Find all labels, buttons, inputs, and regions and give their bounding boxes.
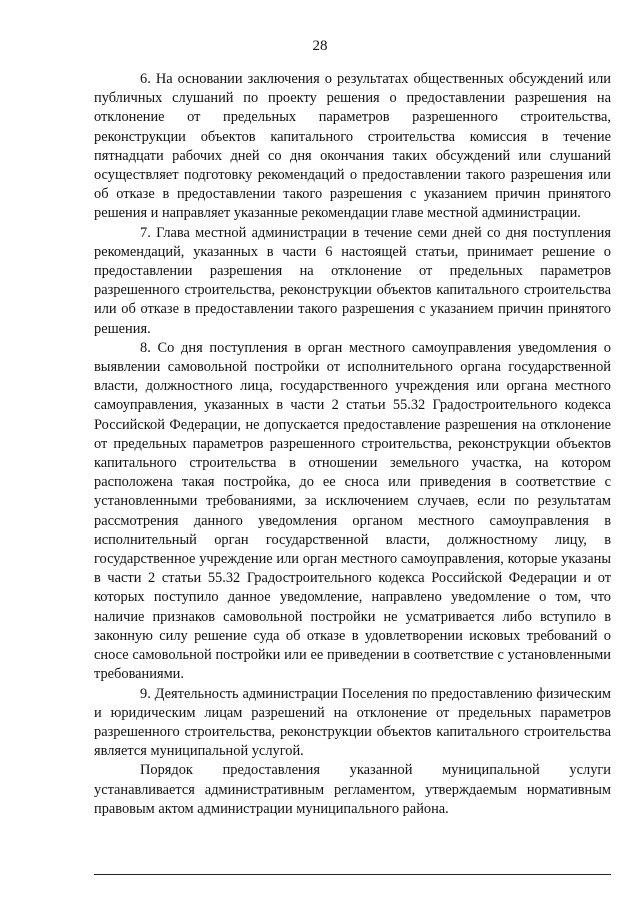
paragraph-procedure: Порядок предоставления указанной муниципальной услуги устанавливается административным регламентом, утверждаемым нормативным правовым актом администрации муниципального района. [94, 762, 611, 817]
document-body [94, 70, 611, 819]
paragraph-8: 8. Со дня поступления в орган местного самоуправления уведомления о выявлении самовольной постройки от исполнительного органа государственной власти, должностного лица, государственного учреждения или органа местного самоуправления, указанных в части 2 статьи 55.32 Градостроительного кодекса Российской Федерации, не допускается предоставление разрешения на отклонение от предельных параметров разрешенного строительства, реконструкции объектов капитального строительства в отношении земельного участка, на котором расположена такая постройка, до ее сноса или приведения в соответствие с установленными требованиями, за исключением случаев, если по результатам рассмотрения данного уведомления органом местного самоуправления в исполнительный орган государственной власти, должностному лицу, в государственное учреждение или орган местного самоуправления, которые указаны в части 2 статьи 55.32 Градостроительного кодекса Российской Федерации и от которых поступило данное уведомление, направлено уведомление о том, что наличие признаков самовольной постройки не усматривается либо вступило в законную силу решение суда об отказе в удовлетворении исковых требований о сносе самовольной постройки или ее приведении в соответствие с установленными требованиями. [94, 339, 611, 683]
page-number: 28 [312, 38, 328, 54]
footer-divider [94, 874, 611, 875]
paragraph-6: 6. На основании заключения о результатах общественных обсуждений или публичных слушаний по проекту решения о предоставлении разрешения на отклонение от предельных параметров разрешенного строительства, реконструкции объектов капитального строительства комиссия в течение пятнадцати рабочих дней со дня окончания таких обсуждений или слушаний осуществляет подготовку рекомендаций о предоставлении такого разрешения или об отказе в предоставлении такого разрешения с указанием причин принятого решения и направляет указанные рекомендации главе местной администрации. [94, 71, 611, 222]
paragraph-7: 7. Глава местной администрации в течение семи дней со дня поступления рекомендаций, указанных в части 6 настоящей статьи, принимает решение о предоставлении разрешения на отклонение от предельных параметров разрешенного строительства, реконструкции объектов капитального строительства или об отказе в предоставлении такого разрешения с указанием причин принятого решения. [94, 224, 611, 337]
paragraph-9: 9. Деятельность администрации Поселения по предоставлению физическим и юридическим лицам разрешений на отклонение от предельных параметров разрешенного строительства, реконструкции объектов капитального строительства является муниципальной услугой. [94, 685, 611, 760]
